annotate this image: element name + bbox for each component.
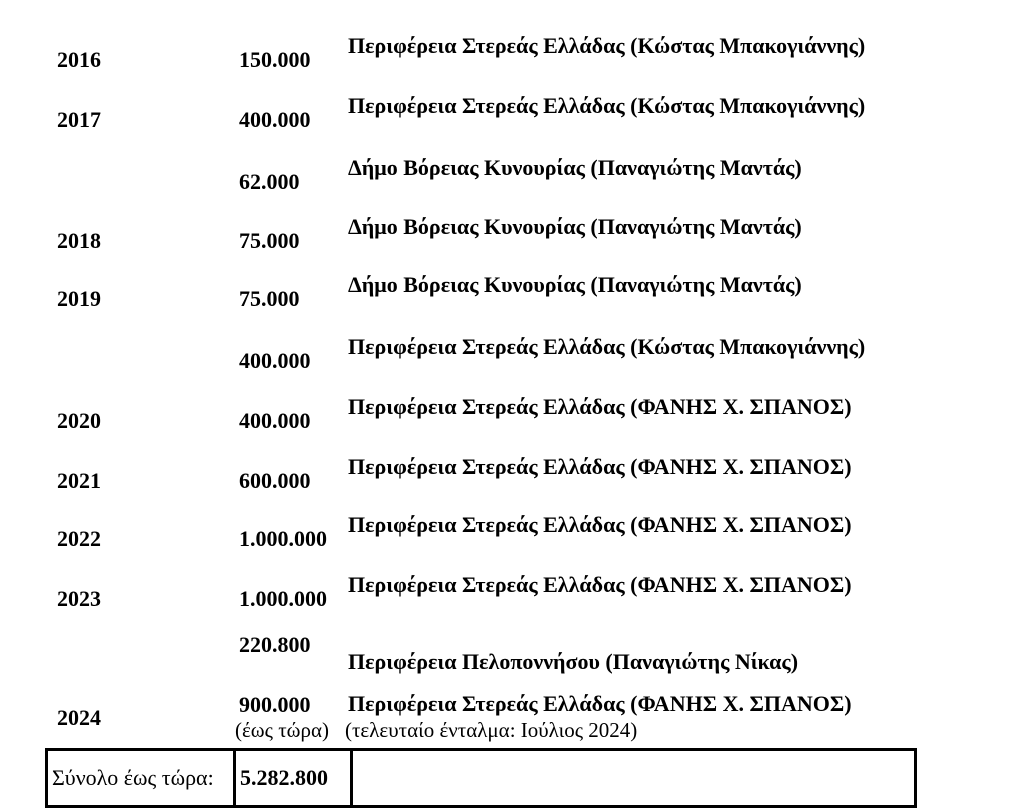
table-row bbox=[0, 272, 1024, 332]
recipient-cell: Περιφέρεια Στερεάς Ελλάδας (ΦΑΝΗΣ Χ. ΣΠΑΝΟΣ) bbox=[348, 454, 852, 479]
table-row bbox=[0, 155, 1024, 215]
amount-cell: 1.000.000 bbox=[239, 526, 327, 551]
year-cell: 2018 bbox=[57, 228, 101, 253]
amount-cell: 400.000 bbox=[239, 408, 311, 433]
total-value: 5.282.800 bbox=[236, 751, 353, 805]
amount-cell: 62.000 bbox=[239, 169, 300, 194]
recipient-cell: Περιφέρεια Στερεάς Ελλάδας (ΦΑΝΗΣ Χ. ΣΠΑΝΟΣ) bbox=[348, 512, 852, 537]
amount-cell: 400.000 bbox=[239, 348, 311, 373]
recipient-cell: Περιφέρεια Στερεάς Ελλάδας (Κώστας Μπακογιάννης) bbox=[348, 33, 866, 58]
recipient-cell: Δήμο Βόρειας Κυνουρίας (Παναγιώτης Μαντάς) bbox=[348, 272, 802, 297]
table-row bbox=[0, 454, 1024, 514]
table-row bbox=[0, 93, 1024, 153]
recipient-cell: Περιφέρεια Στερεάς Ελλάδας (Κώστας Μπακογιάννης) bbox=[348, 93, 866, 118]
year-cell: 2024 bbox=[57, 705, 101, 730]
amount-cell: 900.000 bbox=[239, 692, 311, 717]
year-cell: 2017 bbox=[57, 107, 101, 132]
total-row bbox=[45, 748, 917, 808]
amount-cell: 1.000.000 bbox=[239, 586, 327, 611]
total-label: Σύνολο έως τώρα: bbox=[48, 751, 236, 805]
table-row bbox=[0, 690, 1024, 750]
amount-cell: 220.800 bbox=[239, 632, 311, 657]
table-row bbox=[0, 33, 1024, 93]
total-empty-cell bbox=[353, 751, 914, 805]
amount-cell: 75.000 bbox=[239, 286, 300, 311]
recipient-note: (τελευταίο ένταλμα: Ιούλιος 2024) bbox=[345, 718, 638, 742]
year-cell: 2020 bbox=[57, 408, 101, 433]
amount-note: (έως τώρα) bbox=[235, 718, 329, 742]
year-cell: 2021 bbox=[57, 468, 101, 493]
table-row bbox=[0, 630, 1024, 690]
recipient-cell: Περιφέρεια Στερεάς Ελλάδας (ΦΑΝΗΣ Χ. ΣΠΑΝΟΣ) bbox=[348, 691, 852, 716]
amount-cell: 150.000 bbox=[239, 47, 311, 72]
table-row bbox=[0, 214, 1024, 274]
amount-cell: 600.000 bbox=[239, 468, 311, 493]
recipient-cell: Περιφέρεια Στερεάς Ελλάδας (ΦΑΝΗΣ Χ. ΣΠΑΝΟΣ) bbox=[348, 572, 852, 597]
year-cell: 2022 bbox=[57, 526, 101, 551]
table-row bbox=[0, 334, 1024, 394]
table-row bbox=[0, 512, 1024, 572]
year-cell: 2019 bbox=[57, 286, 101, 311]
recipient-cell: Δήμο Βόρειας Κυνουρίας (Παναγιώτης Μαντάς) bbox=[348, 155, 802, 180]
year-cell: 2023 bbox=[57, 586, 101, 611]
recipient-cell: Δήμο Βόρειας Κυνουρίας (Παναγιώτης Μαντάς) bbox=[348, 214, 802, 239]
amount-cell: 75.000 bbox=[239, 228, 300, 253]
recipient-cell: Περιφέρεια Πελοποννήσου (Παναγιώτης Νίκας) bbox=[348, 649, 799, 674]
recipient-cell: Περιφέρεια Στερεάς Ελλάδας (ΦΑΝΗΣ Χ. ΣΠΑΝΟΣ) bbox=[348, 394, 852, 419]
recipient-cell: Περιφέρεια Στερεάς Ελλάδας (Κώστας Μπακογιάννης) bbox=[348, 334, 866, 359]
amount-cell: 400.000 bbox=[239, 107, 311, 132]
year-cell: 2016 bbox=[57, 47, 101, 72]
table-row bbox=[0, 572, 1024, 632]
table-row bbox=[0, 394, 1024, 454]
